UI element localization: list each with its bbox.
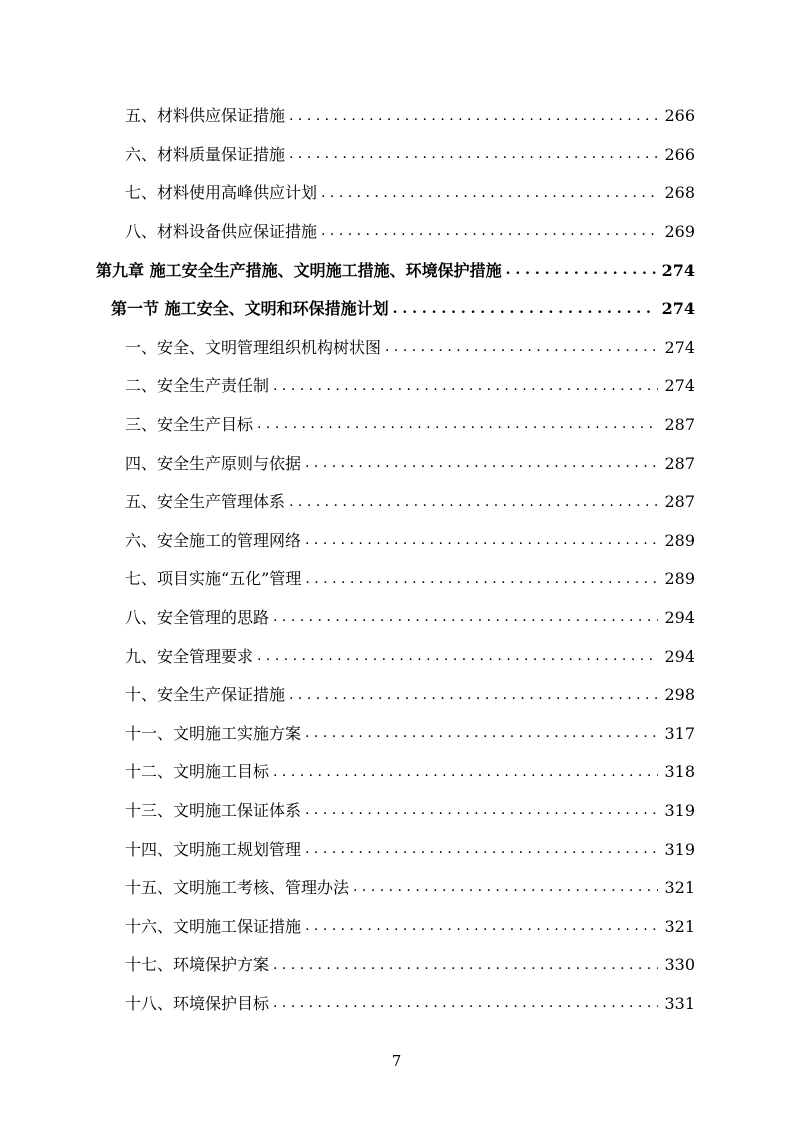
toc-entry[interactable] bbox=[0, 136, 793, 175]
toc-entry-title: 五、安全生产管理体系 bbox=[125, 492, 286, 512]
toc-entry[interactable] bbox=[0, 676, 793, 715]
toc-entry[interactable] bbox=[0, 869, 793, 908]
toc-entry[interactable] bbox=[0, 406, 793, 445]
dot-leader bbox=[273, 376, 658, 406]
toc-entry-page: 294 bbox=[664, 646, 695, 666]
toc-entry[interactable] bbox=[0, 637, 793, 676]
toc-entry-title: 六、材料质量保证措施 bbox=[125, 144, 286, 164]
dot-leader bbox=[305, 453, 658, 483]
dot-leader bbox=[273, 993, 658, 1023]
dot-leader bbox=[305, 530, 658, 560]
toc-entry[interactable] bbox=[0, 213, 793, 252]
dot-leader bbox=[257, 414, 658, 444]
toc-entry[interactable] bbox=[0, 985, 793, 1024]
toc-entry-title: 十四、文明施工规划管理 bbox=[125, 839, 302, 859]
dot-leader bbox=[305, 800, 658, 830]
toc-entry-title: 十八、环境保护目标 bbox=[125, 993, 270, 1013]
toc-entry[interactable] bbox=[0, 97, 793, 136]
dot-leader bbox=[289, 492, 658, 522]
toc-entry-page: 294 bbox=[664, 608, 695, 628]
toc-entry-page: 321 bbox=[664, 878, 695, 898]
toc-entry[interactable] bbox=[0, 946, 793, 985]
toc-entry-page: 321 bbox=[664, 916, 695, 936]
toc-entry-title: 十一、文明施工实施方案 bbox=[125, 723, 302, 743]
toc-entry-title: 六、安全施工的管理网络 bbox=[125, 530, 302, 550]
toc-entry-title: 三、安全生产目标 bbox=[125, 415, 254, 435]
dot-leader bbox=[321, 221, 658, 251]
dot-leader bbox=[385, 337, 658, 367]
toc-entry-title: 第九章 施工安全生产措施、文明施工措施、环境保护措施 bbox=[96, 260, 502, 280]
dot-leader bbox=[273, 955, 658, 985]
toc-entry[interactable] bbox=[0, 753, 793, 792]
toc-entry-page: 287 bbox=[664, 453, 695, 473]
toc-entry[interactable] bbox=[0, 715, 793, 754]
toc-entry-title: 十、安全生产保证措施 bbox=[125, 685, 286, 705]
toc-entry-page: 266 bbox=[664, 144, 695, 164]
dot-leader bbox=[273, 762, 658, 792]
toc-entry[interactable] bbox=[0, 483, 793, 522]
toc-entry-page: 268 bbox=[664, 183, 695, 203]
toc-entry[interactable] bbox=[0, 444, 793, 483]
toc-section-entry[interactable] bbox=[0, 290, 793, 329]
toc-entry-page: 318 bbox=[664, 762, 695, 782]
toc-entry[interactable] bbox=[0, 599, 793, 638]
dot-leader bbox=[305, 569, 658, 599]
dot-leader bbox=[353, 877, 658, 907]
toc-entry-page: 274 bbox=[664, 337, 695, 357]
toc-entry-page: 317 bbox=[664, 723, 695, 743]
toc-entry-title: 十三、文明施工保证体系 bbox=[125, 800, 302, 820]
toc-entry[interactable] bbox=[0, 907, 793, 946]
dot-leader bbox=[305, 839, 658, 869]
toc-entry-title: 七、项目实施“五化”管理 bbox=[125, 569, 302, 589]
toc-entry[interactable] bbox=[0, 830, 793, 869]
toc-entry-page: 319 bbox=[664, 839, 695, 859]
table-of-contents bbox=[0, 97, 793, 1023]
toc-entry-page: 287 bbox=[664, 492, 695, 512]
dot-leader bbox=[321, 183, 658, 213]
toc-entry-title: 十七、环境保护方案 bbox=[125, 955, 270, 975]
dot-leader bbox=[273, 607, 658, 637]
toc-entry[interactable] bbox=[0, 792, 793, 831]
dot-leader bbox=[393, 299, 656, 329]
toc-entry-title: 九、安全管理要求 bbox=[125, 646, 254, 666]
toc-entry-title: 十五、文明施工考核、管理办法 bbox=[125, 878, 350, 898]
dot-leader bbox=[305, 723, 658, 753]
toc-entry-page: 331 bbox=[664, 993, 695, 1013]
toc-entry-title: 四、安全生产原则与依据 bbox=[125, 453, 302, 473]
toc-entry-title: 十六、文明施工保证措施 bbox=[125, 916, 302, 936]
dot-leader bbox=[257, 646, 658, 676]
dot-leader bbox=[305, 916, 658, 946]
dot-leader bbox=[289, 106, 658, 136]
toc-entry-page: 298 bbox=[664, 685, 695, 705]
toc-entry-title: 第一节 施工安全、文明和环保措施计划 bbox=[111, 299, 389, 319]
toc-entry-title: 八、安全管理的思路 bbox=[125, 608, 270, 628]
toc-entry-page: 274 bbox=[661, 299, 695, 319]
toc-entry-page: 287 bbox=[664, 415, 695, 435]
toc-entry-title: 七、材料使用高峰供应计划 bbox=[125, 183, 318, 203]
toc-entry-title: 八、材料设备供应保证措施 bbox=[125, 222, 318, 242]
dot-leader bbox=[506, 260, 656, 290]
toc-entry-title: 十二、文明施工目标 bbox=[125, 762, 270, 782]
toc-entry-title: 五、材料供应保证措施 bbox=[125, 106, 286, 126]
toc-entry-page: 289 bbox=[664, 530, 695, 550]
toc-entry-page: 289 bbox=[664, 569, 695, 589]
toc-entry[interactable] bbox=[0, 174, 793, 213]
toc-entry[interactable] bbox=[0, 367, 793, 406]
toc-entry-page: 330 bbox=[664, 955, 695, 975]
toc-entry[interactable] bbox=[0, 329, 793, 368]
toc-entry[interactable] bbox=[0, 560, 793, 599]
toc-entry[interactable] bbox=[0, 522, 793, 561]
toc-entry-page: 269 bbox=[664, 222, 695, 242]
dot-leader bbox=[289, 144, 658, 174]
toc-entry-title: 一、安全、文明管理组织机构树状图 bbox=[125, 337, 382, 357]
toc-entry-page: 274 bbox=[661, 260, 695, 280]
toc-entry-page: 274 bbox=[664, 376, 695, 396]
toc-entry-title: 二、安全生产责任制 bbox=[125, 376, 270, 396]
toc-entry-page: 319 bbox=[664, 800, 695, 820]
toc-entry-page: 266 bbox=[664, 106, 695, 126]
toc-chapter-entry[interactable] bbox=[0, 251, 793, 290]
dot-leader bbox=[289, 685, 658, 715]
page-number-footer: 7 bbox=[391, 1052, 402, 1070]
